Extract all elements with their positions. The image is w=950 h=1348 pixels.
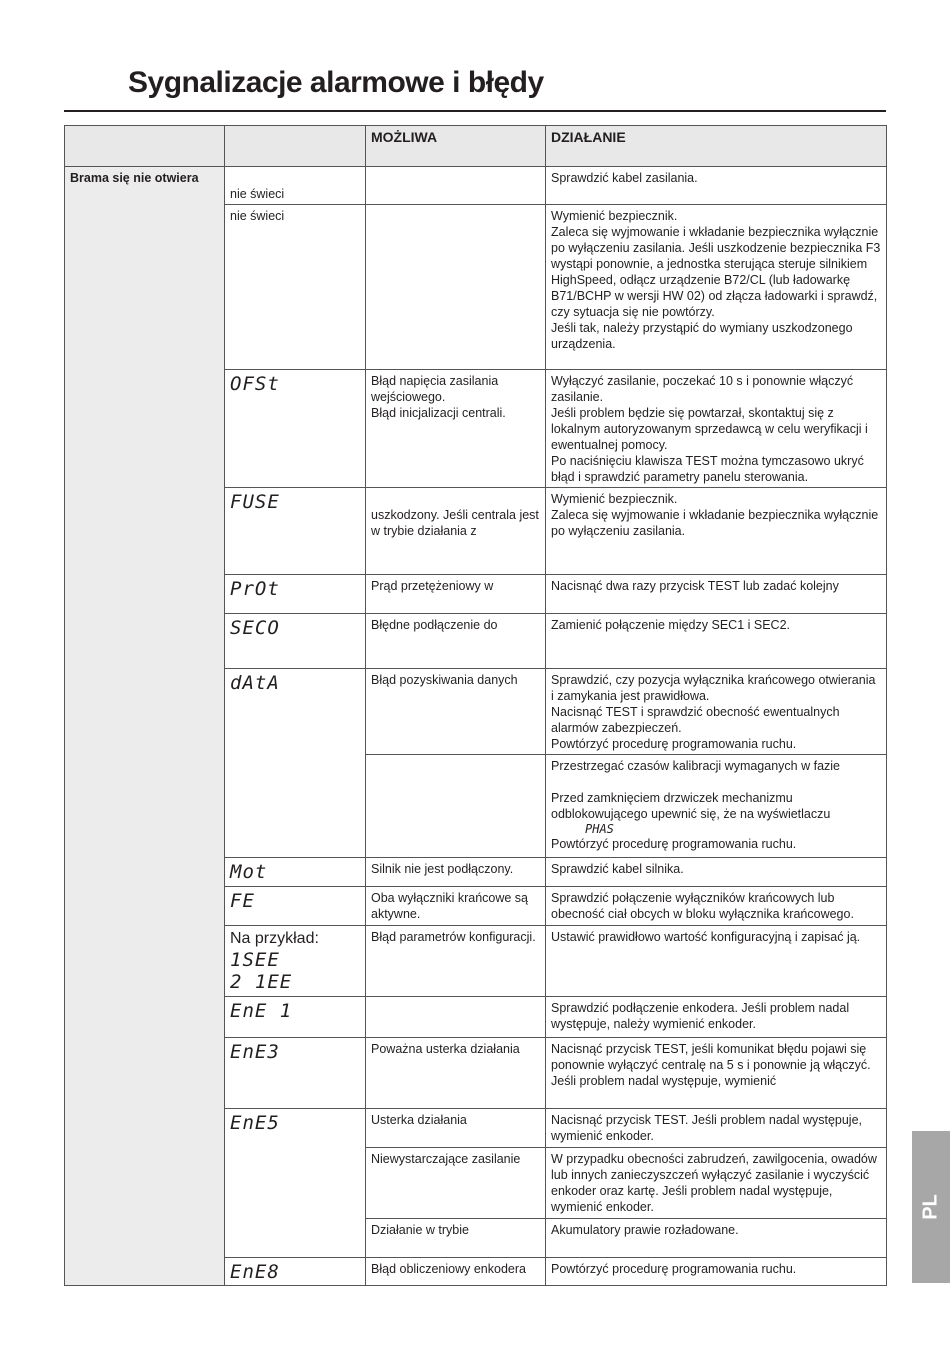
display-code: OFSt <box>230 373 280 395</box>
page-title: Sygnalizacje alarmowe i błędy <box>128 66 544 99</box>
action-cell: W przypadku obecności zabrudzeń, zawilgocenia, owadów lub innych zanieczyszczeń wyłączyć zasilanie i wyczyścić enkoder oraz kartę. Jeśli problem nadal występuje, wymienić enkoder. <box>546 1148 887 1219</box>
cause-cell: Błąd pozyskiwania danych <box>366 669 546 755</box>
action-cell: Powtórzyć procedurę programowania ruchu. <box>546 1258 887 1286</box>
signal-text: nie świeci <box>230 187 285 201</box>
spacer <box>551 774 881 790</box>
signal-cell <box>225 669 366 858</box>
display-code: SECO <box>230 617 280 639</box>
action-cell <box>546 488 887 575</box>
action-cell: Zamienić połączenie między SEC1 i SEC2. <box>546 614 887 669</box>
display-code: EnE 1 <box>230 1000 293 1022</box>
action-text: Przestrzegać czasów kalibracji wymaganych w fazie <box>551 759 840 773</box>
action-cell: Sprawdzić połączenie wyłączników krańcowych lub obecność ciał obcych w bloku wyłącznika krańcowego. <box>546 887 887 926</box>
cause-cell: Działanie w trybie <box>366 1219 546 1258</box>
cause-cell <box>366 370 546 488</box>
cause-cell <box>366 205 546 370</box>
display-code: 2 1EE <box>230 971 293 993</box>
action-cell: Nacisnąć dwa razy przycisk TEST lub zadać kolejny <box>546 575 887 614</box>
action-cell: Sprawdzić podłączenie enkodera. Jeśli problem nadal występuje, należy wymienić enkoder. <box>546 997 887 1038</box>
header-signal-cell <box>225 126 366 167</box>
display-code: dAtA <box>230 672 280 694</box>
action-cell: Akumulatory prawie rozładowane. <box>546 1219 887 1258</box>
table-row <box>65 167 887 205</box>
signal-cell <box>225 370 366 488</box>
action-cell <box>546 370 887 488</box>
cause-cell: Usterka działania <box>366 1109 546 1148</box>
action-cell: Sprawdzić kabel silnika. <box>546 858 887 887</box>
display-code: Mot <box>230 861 268 883</box>
group-label-cell <box>65 167 225 1286</box>
table-header-row <box>65 126 887 167</box>
cause-cell: Błąd parametrów konfiguracji. <box>366 926 546 997</box>
signal-cell <box>225 1258 366 1286</box>
alarm-table <box>64 125 887 1286</box>
display-code: PrOt <box>230 578 280 600</box>
cause-cell <box>366 488 546 575</box>
signal-cell <box>225 1038 366 1109</box>
display-code: PHAS <box>585 822 614 836</box>
signal-cell <box>225 614 366 669</box>
cause-cell: Oba wyłączniki krańcowe są aktywne. <box>366 887 546 926</box>
cause-cell: Silnik nie jest podłączony. <box>366 858 546 887</box>
cause-cell: Niewystarczające zasilanie <box>366 1148 546 1219</box>
action-cell: Sprawdzić kabel zasilania. <box>546 167 887 205</box>
signal-cell: nie świeci <box>225 205 366 370</box>
action-cell <box>546 669 887 755</box>
cause-text: Błąd napięcia zasilania wejściowego. Błąd inicjalizacji centrali. <box>371 374 506 420</box>
signal-cell <box>225 997 366 1038</box>
action-text: Wymienić bezpiecznik. Zaleca się wyjmowanie i wkładanie bezpiecznika wyłącznie po wyłączeniu zasilania. <box>551 492 879 538</box>
cause-cell: Poważna usterka działania <box>366 1038 546 1109</box>
signal-cell <box>225 488 366 575</box>
header-cause: MOŻLIWA <box>366 126 546 167</box>
cause-cell <box>366 997 546 1038</box>
action-text: Sprawdzić, czy pozycja wyłącznika krańcowego otwierania i zamykania jest prawidłowa. Nacisnąć TEST i sprawdzić obecność ewentualnych alarmów zabezpieczeń. Powtórzyć procedurę programowania ruchu. <box>551 673 876 751</box>
action-text: Powtórzyć procedurę programowania ruchu. <box>551 837 797 851</box>
action-cell <box>546 205 887 370</box>
cause-cell <box>366 755 546 858</box>
language-tab <box>912 1131 950 1283</box>
group-label: Brama się nie otwiera <box>70 171 199 185</box>
cause-cell: Błędne podłączenie do <box>366 614 546 669</box>
action-cell <box>546 755 887 858</box>
signal-cell <box>225 575 366 614</box>
signal-cell <box>225 1109 366 1258</box>
cause-cell <box>366 167 546 205</box>
cause-text: uszkodzony. Jeśli centrala jest w trybie działania z <box>371 508 539 538</box>
action-cell: Nacisnąć przycisk TEST, jeśli komunikat błędu pojawi się ponownie wyłączyć centralę na 5 s i ponownie ją włączyć. Jeśli problem nadal występuje, wymienić <box>546 1038 887 1109</box>
display-code: EnE3 <box>230 1041 280 1063</box>
action-text: Wyłączyć zasilanie, poczekać 10 s i ponownie włączyć zasilanie. Jeśli problem będzie się powtarzał, skontaktuj się z lokalnym autoryzowanym sprzedawcą w celu weryfikacji i ewentualnej pomocy. Po naciśnięciu klawisza TEST można tymczasowo ukryć błąd i sprawdzić parametry panelu sterowania. <box>551 374 868 484</box>
signal-cell <box>225 858 366 887</box>
display-code: EnE8 <box>230 1261 280 1283</box>
display-code: FUSE <box>230 491 280 513</box>
signal-cell <box>225 887 366 926</box>
cause-cell: Błąd obliczeniowy enkodera <box>366 1258 546 1286</box>
cause-cell: Prąd przetężeniowy w <box>366 575 546 614</box>
display-code: EnE5 <box>230 1112 280 1134</box>
language-tab-label: PL <box>919 1194 942 1220</box>
display-code: 1SEE <box>230 949 280 971</box>
action-cell: Nacisnąć przycisk TEST. Jeśli problem nadal występuje, wymienić enkoder. <box>546 1109 887 1148</box>
action-cell: Ustawić prawidłowo wartość konfiguracyjną i zapisać ją. <box>546 926 887 997</box>
display-code: FE <box>230 890 255 912</box>
header-group-cell <box>65 126 225 167</box>
signal-cell <box>225 167 366 205</box>
action-text: Przed zamknięciem drzwiczek mechanizmu odblokowującego upewnić się, że na wyświetlaczu <box>551 791 831 821</box>
title-rule <box>64 110 886 112</box>
signal-cell <box>225 926 366 997</box>
signal-text: Na przykład: <box>230 930 319 947</box>
header-action: DZIAŁANIE <box>546 126 887 167</box>
action-text: Wymienić bezpiecznik. Zaleca się wyjmowanie i wkładanie bezpiecznika wyłącznie po wyłączeniu zasilania. Jeśli uszkodzenie bezpiecznika F3 wystąpi ponownie, a jednostka sterująca steruje silnikiem HighSpeed, odłącz urządzenie B72/CL (lub ładowarkę B71/BCHP w wersji HW 02) od złącza ładowarki i sprawdź, czy sytuacja się nie powtórzy. Jeśli tak, należy przystąpić do wymiany uszkodzonego urządzenia. <box>551 209 881 351</box>
